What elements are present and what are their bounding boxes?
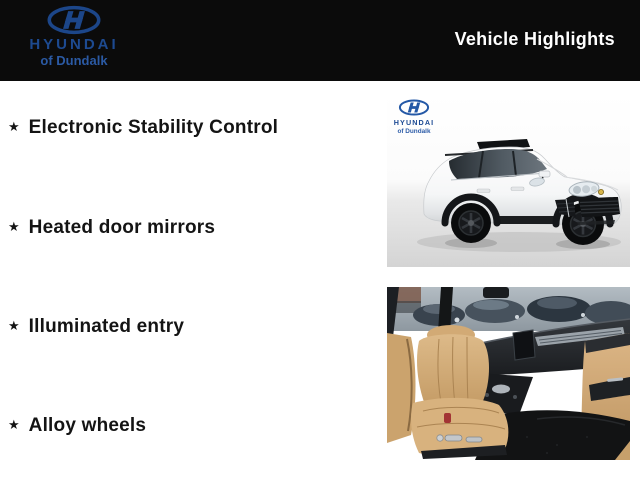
vehicle-interior-photo (387, 287, 630, 460)
watermark-location: of Dundalk (397, 128, 431, 135)
hyundai-mark-icon (46, 5, 102, 35)
feature-item (8, 314, 184, 340)
feature-label: Illuminated entry (28, 316, 185, 337)
star-icon: ★ (8, 219, 20, 234)
feature-item (8, 115, 278, 141)
star-icon: ★ (8, 417, 20, 432)
feature-label: Electronic Stability Control (28, 117, 279, 138)
dealer-location: of Dundalk (40, 53, 108, 68)
watermark-brand: HYUNDAI (393, 118, 435, 127)
feature-item (8, 215, 215, 241)
page-title: Vehicle Highlights (454, 29, 615, 49)
star-icon: ★ (8, 318, 20, 333)
feature-item (8, 413, 146, 439)
vehicle-exterior-photo (387, 93, 630, 267)
dealer-logo (16, 5, 132, 67)
dealer-brand: HYUNDAI (29, 36, 119, 53)
star-icon: ★ (8, 119, 20, 134)
header-bar (0, 0, 640, 81)
feature-label: Heated door mirrors (28, 217, 216, 238)
feature-label: Alloy wheels (28, 415, 147, 436)
